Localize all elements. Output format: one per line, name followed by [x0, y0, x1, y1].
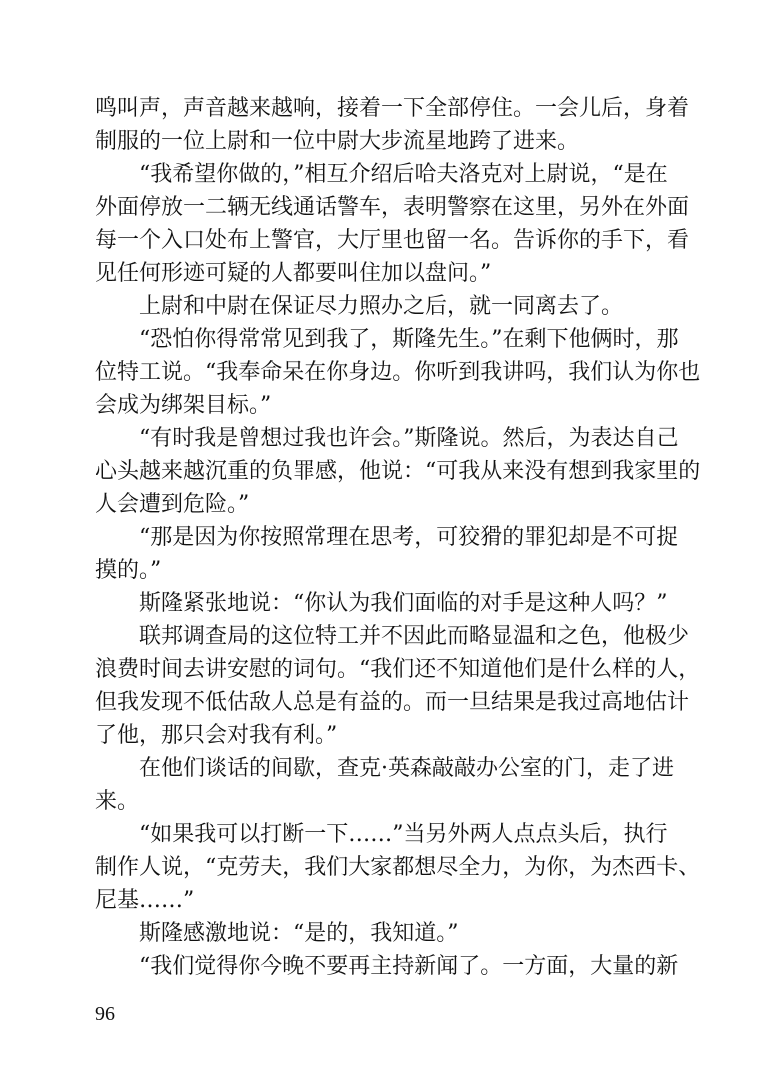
text-line: “那是因为你按照常理在思考，可狡猾的罪犯却是不可捉 [139, 525, 679, 550]
text-line: 制服的一位上尉和一位中尉大步流星地跨了进来。 [95, 129, 580, 154]
text-line: 了他，那只会对我有利。” [95, 723, 338, 748]
text-line: “如果我可以打断一下……”当另外两人点点头后，执行 [139, 822, 668, 847]
text-line: “我们觉得你今晚不要再主持新闻了。一方面，大量的新 [139, 954, 679, 979]
text-line: 但我发现不低估敌人总是有益的。而一旦结果是我过高地估计 [95, 690, 690, 715]
text-line: 上尉和中尉在保证尽力照办之后，就一同离去了。 [139, 294, 624, 319]
text-line: 联邦调查局的这位特工并不因此而略显温和之色，他极少 [139, 624, 690, 649]
text-line: 鸣叫声，声音越来越响，接着一下全部停住。一会儿后，身着 [95, 96, 690, 121]
text-line: “恐怕你得常常见到我了，斯隆先生。”在剩下他俩时，那 [139, 327, 679, 352]
text-line: “有时我是曾想过我也许会。”斯隆说。然后，为表达自己 [139, 426, 679, 451]
text-line: 见任何形迹可疑的人都要叫住加以盘问。” [95, 261, 492, 286]
text-line: 斯隆紧张地说：“你认为我们面临的对手是这种人吗？” [139, 591, 668, 616]
text-line: 每一个入口处布上警官，大厅里也留一名。告诉你的手下，看 [95, 228, 690, 253]
text-line: “我希望你做的，”相互介绍后哈夫洛克对上尉说，“是在 [139, 162, 668, 187]
text-line: 制作人说，“克劳夫，我们大家都想尽全力，为你，为杰西卡、 [95, 855, 701, 880]
text-line: 浪费时间去讲安慰的词句。“我们还不知道他们是什么样的人， [95, 657, 701, 682]
text-line: 在他们谈话的间歇，查克·英森敲敲办公室的门，走了进 [139, 756, 674, 781]
body-text [95, 92, 701, 983]
text-line: 心头越来越沉重的负罪感，他说：“可我从来没有想到我家里的 [95, 459, 701, 484]
text-line: 摸的。” [95, 558, 162, 583]
text-line: 位特工说。“我奉命呆在你身边。你听到我讲吗，我们认为你也 [95, 360, 701, 385]
text-line: 人会遭到危险。” [95, 492, 250, 517]
text-line: 尼基……” [95, 888, 195, 913]
text-line: 外面停放一二辆无线通话警车，表明警察在这里，另外在外面 [95, 195, 690, 220]
page-number: 96 [95, 1003, 115, 1025]
text-line: 会成为绑架目标。” [95, 393, 272, 418]
text-line: 来。 [95, 789, 140, 814]
text-line: 斯隆感激地说：“是的，我知道。” [139, 921, 459, 946]
